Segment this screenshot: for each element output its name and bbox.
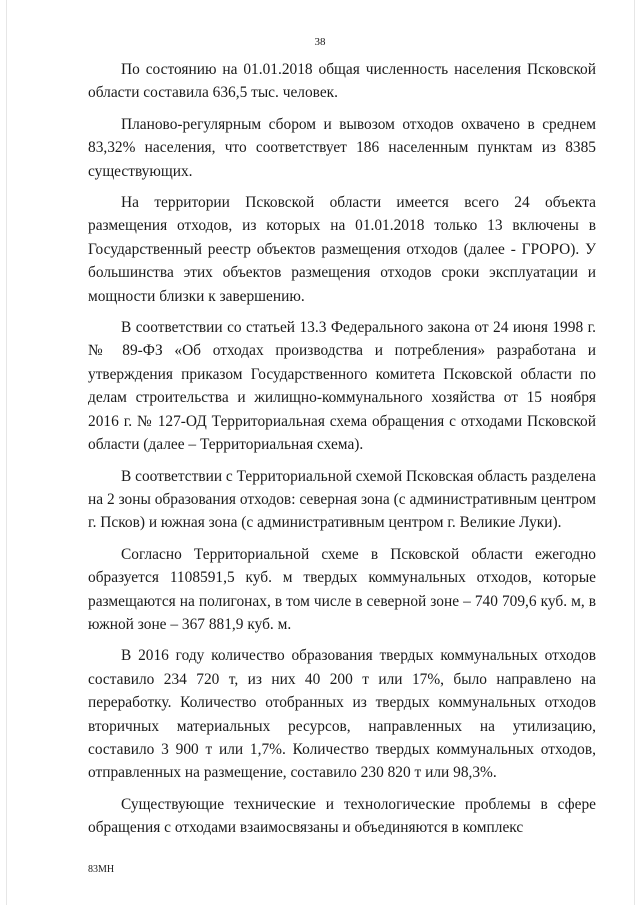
paragraph-collection: Планово-регулярным сбором и вывозом отходов охвачено в среднем 83,32% населения, что соответствует 186 населенным пунктам из 8385 существующих. — [88, 115, 596, 180]
paragraph-2016-statistics: В 2016 году количество образования твердых коммунальных отходов составило 234 720 т, из них 40 200 т или 17%, было направлено на переработку. Количество отобранных из твердых коммунальных отходов вторичных материальных ресурсов, направленных на утилизацию, составило 3 900 т или 1,7%. Количество твердых коммунальных отходов, отправленных на размещение, составило 230 820 т или 98,3%. — [88, 647, 596, 782]
scan-edge-left — [6, 0, 7, 905]
paragraph-disposal-sites: На территории Псковской области имеется всего 24 объекта размещения отходов, из которых на 01.01.2018 только 13 включены в Государственный реестр объектов размещения отходов (далее - ГРОРО). У большинства этих объектов размещения отходов сроки эксплуатации и мощности близки к завершению. — [88, 194, 596, 305]
paragraph-territorial-scheme: В соответствии со статьей 13.3 Федерального закона от 24 июня 1998 г. № 89-ФЗ «Об отходах производства и потребления» разработана и утверждения приказом Государственного комитета Псковской области по делам строительства и жилищно-коммунального хозяйства от 15 ноября 2016 г. № 127-ОД Территориальная схема обращения с отходами Псковской области (далее – Территориальная схема). — [88, 319, 596, 454]
paragraph-problems: Существующие технические и технологические проблемы в сфере обращения с отходами взаимосвязаны и объединяются в комплекс — [88, 795, 596, 837]
paragraph-annual-volume: Согласно Территориальной схеме в Псковской области ежегодно образуется 1108591,5 куб. м твердых коммунальных отходов, которые размещаются на полигонах, в том числе в северной зоне – 740 709,6 куб. м, в южной зоне – 367 881,9 куб. м. — [88, 545, 596, 633]
footer-code: 83МН — [88, 864, 115, 875]
paragraph-population: По состоянию на 01.01.2018 общая численность населения Псковской области составила 636,5 тыс. человек. — [88, 61, 596, 102]
scan-edge-right — [634, 0, 635, 905]
page-number: 38 — [314, 36, 326, 48]
document-body — [88, 58, 596, 848]
paragraph-zones: В соответствии с Территориальной схемой Псковская область разделена на 2 зоны образования отходов: северная зона (с административным центром г. Псков) и южная зона (с административным центром г. Великие Луки). — [88, 467, 596, 532]
